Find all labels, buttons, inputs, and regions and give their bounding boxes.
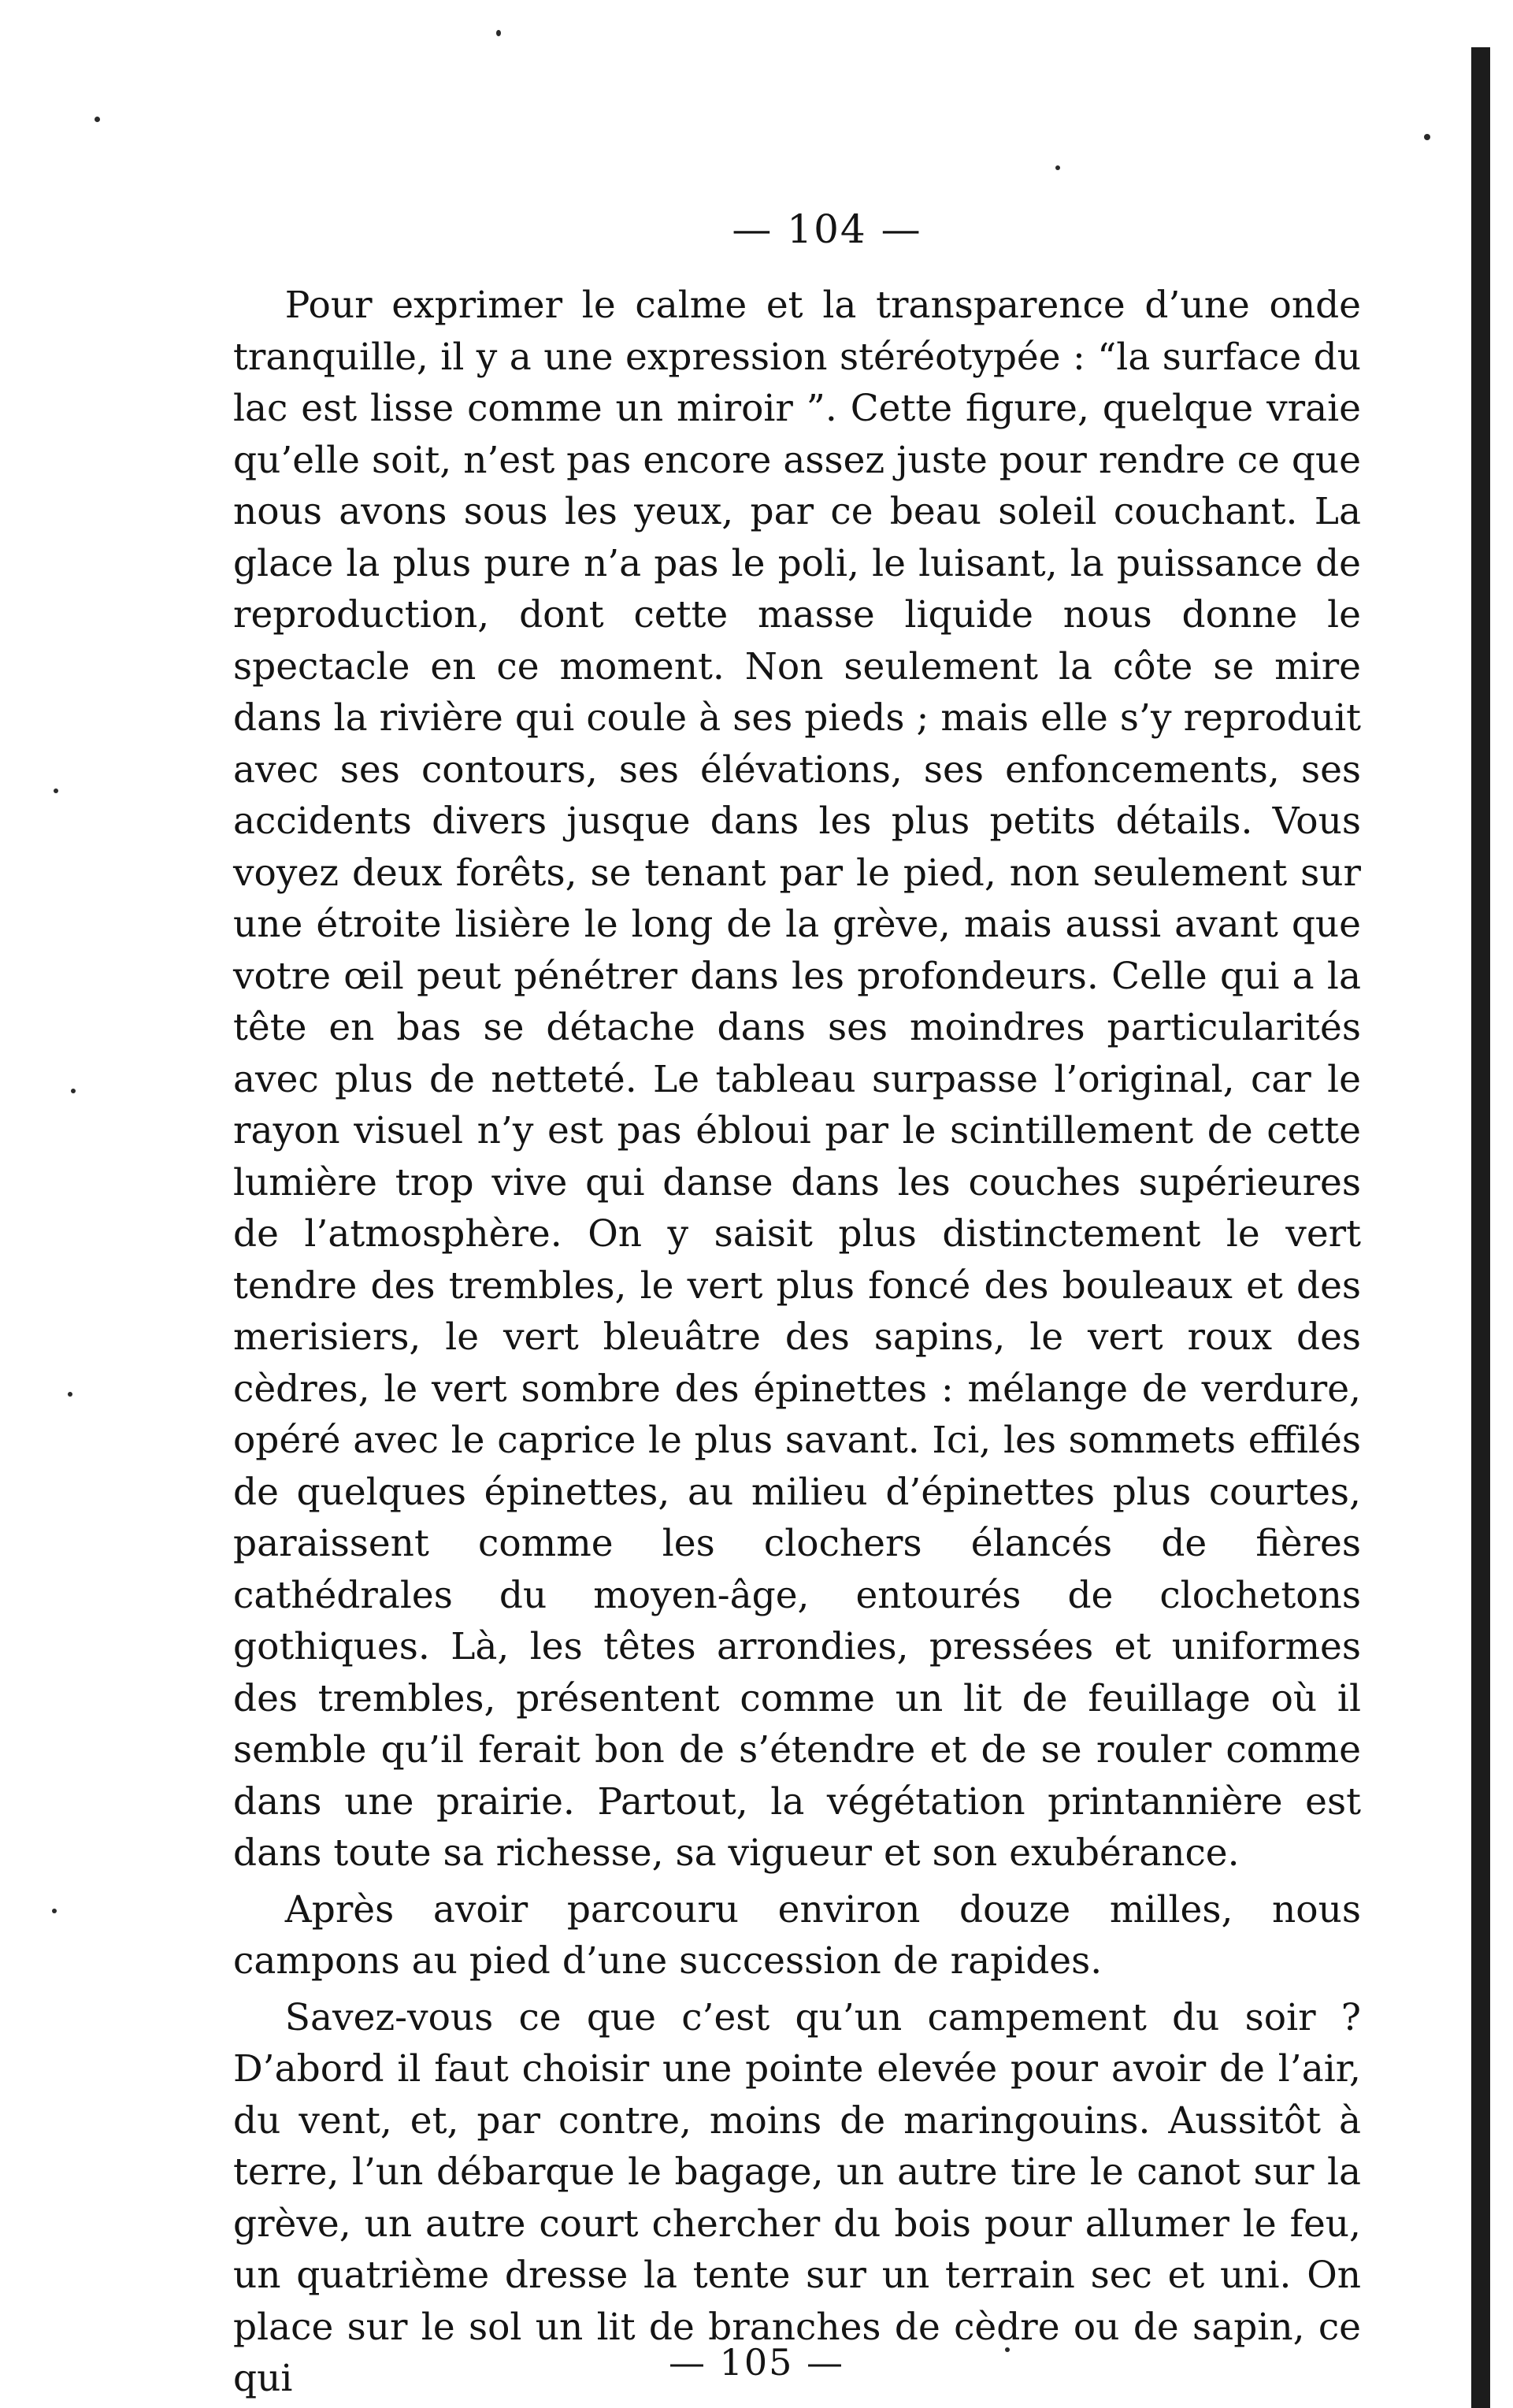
- next-page-number: — 105 —: [668, 2341, 845, 2384]
- print-speck: [1055, 165, 1060, 170]
- body-text: [233, 280, 1361, 2405]
- print-speck: [71, 1089, 76, 1093]
- print-speck: [95, 117, 100, 122]
- paragraph: Après avoir parcouru environ douze milles, nous campons au pied d’une succession de rapides.: [233, 1887, 1361, 1983]
- print-speck: [52, 1909, 57, 1913]
- page-number: — 104 —: [732, 206, 922, 252]
- page-edge-shadow: [1471, 47, 1490, 2408]
- print-speck: [54, 788, 58, 793]
- print-speck: [68, 1392, 72, 1397]
- print-speck: [496, 30, 501, 36]
- paragraph: Savez-vous ce que c’est qu’un campement du soir ? D’abord il faut choisir une pointe elevée pour avoir de l’air, du vent, et, par contre, moins de maringouins. Aussitôt à terre, l’un débarque le bagage, un autre tire le canot sur la grève, un autre court chercher du bois pour allumer le feu, un quatrième dresse la tente sur un terrain sec et uni. On place sur le sol un lit de branches de cèdre ou de sapin, ce qui: [233, 1995, 1361, 2400]
- paragraph: Pour exprimer le calme et la transparence d’une onde tranquille, il y a une expression stéréotypée : “la surface du lac est lisse comme un miroir ”. Cette figure, quelque vraie qu’elle soit, n’est pas encore assez juste pour rendre ce que nous avons sous les yeux, par ce beau soleil couchant. La glace la plus pure n’a pas le poli, le luisant, la puissance de reproduction, dont cette masse liquide nous donne le spectacle en ce moment. Non seulement la côte se mire dans la rivière qui coule à ses pieds ; mais elle s’y reproduit avec ses contours, ses élévations, ses enfoncements, ses accidents divers jusque dans les plus petits détails. Vous voyez deux forêts, se tenant par le pied, non seulement sur une étroite lisière le long de la grève, mais aussi avant que votre œil peut pénétrer dans les profondeurs. Celle qui a la tête en bas se détache dans ses moindres particularités avec plus de netteté. Le tableau surpasse l’original, car le rayon visuel n’y est pas ébloui par le scintillement de cette lumière trop vive qui danse dans les couches supérieures de l’atmosphère. On y saisit plus distinctement le vert tendre des trembles, le vert plus foncé des bouleaux et des merisiers, le vert bleuâtre des sapins, le vert roux des cèdres, le vert sombre des épinettes : mélange de verdure, opéré avec le caprice le plus savant. Ici, les sommets effilés de quelques épinettes, au milieu d’épinettes plus courtes, paraissent comme les clochers élancés de fières cathédrales du moyen-âge, entourés de clochetons gothiques. Là, les têtes arrondies, pressées et uniformes des trembles, présentent comme un lit de feuillage où il semble qu’il ferait bon de s’étendre et de se rouler comme dans une prairie. Partout, la végétation printannière est dans toute sa richesse, sa vigueur et son exubérance.: [233, 284, 1361, 1875]
- print-speck: [1424, 134, 1430, 140]
